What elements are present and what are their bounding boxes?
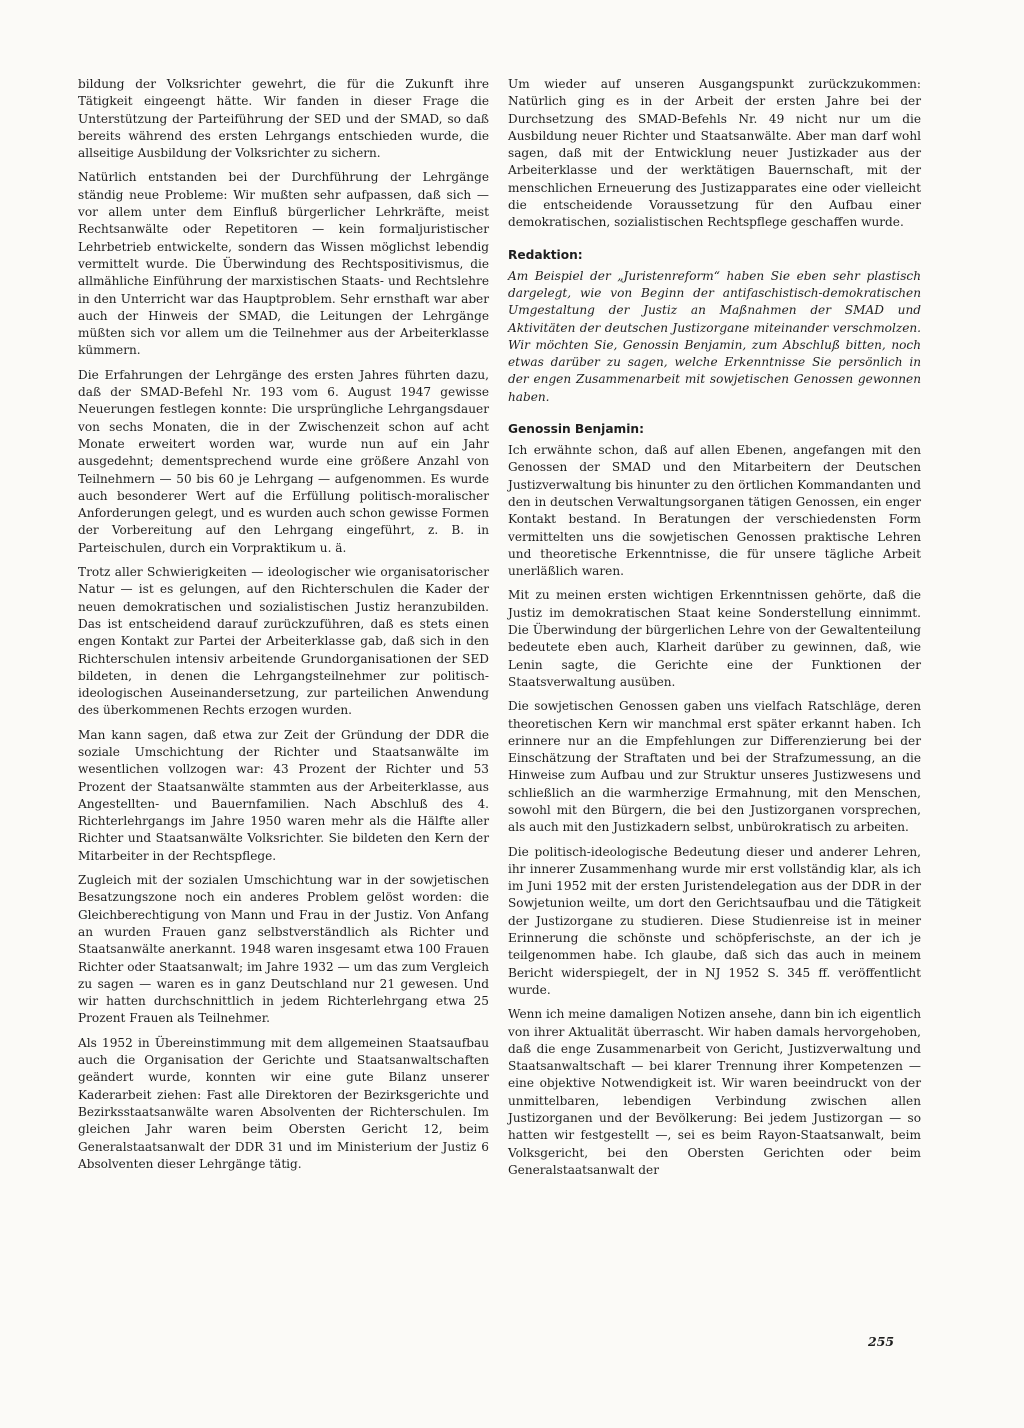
paragraph: Ich erwähnte schon, daß auf allen Ebenen, angefangen mit den Genossen der SMAD und den Mitarbeitern der Deutschen Justizverwaltung bis hinunter zu den örtlichen Kommandanten und den in deutschen Verwaltungsorganen tätigen Genossen, ein enger Kontakt bestand. In Beratungen der verschiedensten Form vermittelten uns die sowjetischen Genossen praktische Lehren und theoretische Erkenntnisse, die für unsere tägliche Arbeit unerläßlich waren. (508, 443, 921, 579)
speaker-heading-redaktion: Redaktion: (508, 247, 583, 262)
right-column (508, 76, 921, 1186)
speaker-heading-benjamin: Genossin Benjamin: (508, 422, 644, 437)
paragraph: Man kann sagen, daß etwa zur Zeit der Gründung der DDR die soziale Umschichtung der Richter und Staatsanwälte im wesentlichen vollzogen war: 43 Prozent der Richter und 53 Prozent der Staatsanwälte stammten aus der Arbeiterklasse, aus Angestellten- und Bauernfamilien. Nach Abschluß des 4. Richterlehrgangs im Jahre 1950 waren mehr als die Hälfte aller Richter und Staatsanwälte Volksrichter. Sie bildeten den Kern der Mitarbeiter in der Rechtspflege. (78, 727, 489, 863)
paragraph: Als 1952 in Übereinstimmung mit dem allgemeinen Staatsaufbau auch die Organisation der Gerichte und Staatsanwaltschaften geändert wurde, konnten wir eine gute Bilanz unserer Kaderarbeit ziehen: Fast alle Direktoren der Bezirksgerichte und Bezirksstaatsanwälte waren Absolventen der Richterschulen. Im gleichen Jahr waren beim Obersten Gericht 12, beim Generalstaatsanwalt der DDR 31 und im Ministerium der Justiz 6 Absolventen dieser Lehrgänge tätig. (78, 1035, 489, 1171)
left-column (78, 76, 489, 1180)
paragraph: Natürlich entstanden bei der Durchführung der Lehrgänge ständig neue Probleme: Wir mußten sehr aufpassen, daß sich — vor allem unter dem Einfluß bürgerlicher Lehrkräfte, meist Rechtsanwälte oder Repetitoren — kein formaljuristischer Lehrbetrieb entwickelte, sondern das Wissen möglichst lebendig vermittelt wurde. Die Überwindung des Rechtspositivismus, die allmähliche Einführung der marxistischen Staats- und Rechtslehre in den Unterricht war das Hauptproblem. Sehr ernsthaft war aber auch der Hinweis der SMAD, die Leitungen der Lehrgänge müßten sich vor allem um die Teilnehmer aus der Arbeiterklasse kümmern. (78, 170, 489, 358)
paragraph: Die Erfahrungen der Lehrgänge des ersten Jahres führten dazu, daß der SMAD-Befehl Nr. 193 vom 6. August 1947 gewisse Neuerungen festlegen konnte: Die ursprüngliche Lehrgangsdauer von sechs Monaten, die in der Zwischenzeit schon auf acht Monate erweitert worden war, wurde nun auf ein Jahr ausgedehnt; dementsprechend wurde eine größere Anzahl von Teilnehmern — 50 bis 60 je Lehrgang — aufgenommen. Es wurde auch besonderer Wert auf die Erfüllung politisch-moralischer Anforderungen gelegt, und es wurden auch schon gewisse Formen der Vorbereitung auf den Lehrgang eingeführt, z. B. in Parteischulen, durch ein Vorpraktikum u. ä. (78, 367, 489, 555)
paragraph: Um wieder auf unseren Ausgangspunkt zurückzukommen: Natürlich ging es in der Arbeit der ersten Jahre bei der Durchsetzung des SMAD-Befehls Nr. 49 nicht nur um die Ausbildung neuer Richter und Staatsanwälte. Aber man darf wohl sagen, daß mit der Entwicklung neuer Justizkader aus der Arbeiterklasse und der werktätigen Bauernschaft, mit der menschlichen Erneuerung des Justizapparates eine oder vielleicht die entscheidende Voraussetzung für den Aufbau einer demokratischen, sozialistischen Rechtspflege geschaffen wurde. (508, 77, 921, 230)
paragraph: Wenn ich meine damaligen Notizen ansehe, dann bin ich eigentlich von ihrer Aktualität überrascht. Wir haben damals hervorgehoben, daß die enge Zusammenarbeit von Gericht, Justizverwaltung und Staatsanwaltschaft — bei klarer Trennung ihrer Kompetenzen — eine objektive Notwendigkeit ist. Wir waren beeindruckt von der unmittelbaren, lebendigen Verbindung zwischen allen Justizorganen und der Bevölkerung: Bei jedem Justizorgan — so hatten wir festgestellt —, sei es beim Rayon-Staatsanwalt, beim Volksgericht, bei den Obersten Gerichten oder beim Generalstaatsanwalt der (508, 1007, 921, 1177)
paragraph: Trotz aller Schwierigkeiten — ideologischer wie organisatorischer Natur — ist es gelungen, auf den Richterschulen die Kader der neuen demokratischen und sozialistischen Justiz heranzubilden. Das ist entscheidend darauf zurückzuführen, daß es stets einen engen Kontakt zur Partei der Arbeiterklasse gab, daß sich in den Richterschulen intensiv arbeitende Grundorganisationen der SED bildeten, in denen die Lehrgangsteilnehmer zur politisch-ideologischen Auseinandersetzung, zur parteilichen Anwendung des überkommenen Rechts erzogen wurden. (78, 565, 489, 718)
paragraph: Die politisch-ideologische Bedeutung dieser und anderer Lehren, ihr innerer Zusammenhang wurde mir erst vollständig klar, als ich im Juni 1952 mit der ersten Juristendelegation aus der DDR in der Sowjetunion weilte, um dort den Gerichtsaufbau und die Tätigkeit der Justizorgane zu studieren. Diese Studienreise ist in meiner Erinnerung die schönste und schöpferischste, an der ich je teilgenommen habe. Ich glaube, daß sich das auch in meinem Bericht widerspiegelt, der in NJ 1952 S. 345 ff. veröffentlicht wurde. (508, 844, 921, 997)
page-number: 255 (868, 1334, 895, 1349)
paragraph: Mit zu meinen ersten wichtigen Erkenntnissen gehörte, daß die Justiz im demokratischen Staat keine Sonderstellung einnimmt. Die Überwindung der bürgerlichen Lehre von der Gewaltenteilung bedeutete eben auch, Klarheit darüber zu gewinnen, daß, wie Lenin sagte, die Gerichte eine der Funktionen der Staatsverwaltung ausüben. (508, 588, 921, 689)
paragraph: Die sowjetischen Genossen gaben uns vielfach Ratschläge, deren theoretischen Kern wir manchmal erst später erkannt haben. Ich erinnere nur an die Empfehlungen zur Differenzierung bei der Einschätzung der Straftaten und bei der Strafzumessung, an die Hinweise zum Aufbau und zur Struktur unseres Justizwesens und schließlich an die warmherzige Ermahnung, mit den Menschen, sowohl mit den Bürgern, die bei den Justizorganen vorsprechen, als auch mit den Justizkadern selbst, unbürokratisch zu arbeiten. (508, 699, 921, 835)
paragraph: Zugleich mit der sozialen Umschichtung war in der sowjetischen Besatzungszone noch ein anderes Problem gelöst worden: die Gleichberechtigung von Mann und Frau in der Justiz. Von Anfang an wurden Frauen ganz selbstverständlich als Richter und Staatsanwälte anerkannt. 1948 waren insgesamt etwa 100 Frauen Richter oder Staatsanwalt; im Jahre 1932 — um das zum Vergleich zu sagen — waren es in ganz Deutschland nur 21 gewesen. Und wir hatten durchschnittlich in jedem Richterlehrgang etwa 25 Prozent Frauen als Teilnehmer. (78, 873, 489, 1026)
paragraph: bildung der Volksrichter gewehrt, die für die Zukunft ihre Tätigkeit eingeengt hätte. Wir fanden in dieser Frage die Unterstützung der Parteiführung der SED und der SMAD, so daß bereits während des ersten Lehrgangs entschieden wurde, die allseitige Ausbildung der Volksrichter zu sichern. (78, 77, 489, 161)
redaktion-question: Am Beispiel der „Juristenreform“ haben Sie eben sehr plastisch dargelegt, wie von Beginn der antifaschistisch-demokratischen Umgestaltung der Justiz an Maßnahmen der SMAD und Aktivitäten der deutschen Justizorgane miteinander verschmolzen. Wir möchten Sie, Genossin Benjamin, zum Abschluß bitten, noch etwas darüber zu sagen, welche Erkenntnisse Sie persönlich in der engen Zusammenarbeit mit sowjetischen Genossen gewonnen haben. (508, 268, 921, 404)
